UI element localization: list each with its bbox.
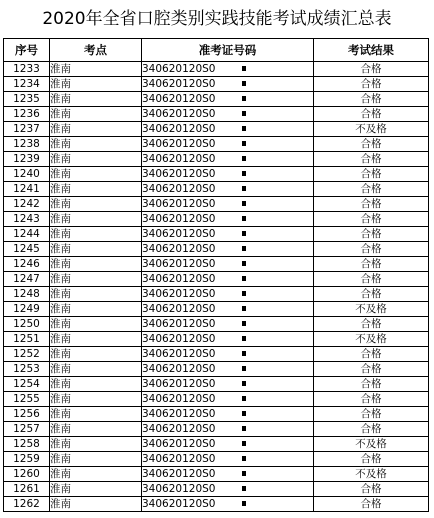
cell-site: 淮南: [50, 227, 142, 242]
header-cert: 准考证号码: [142, 39, 314, 62]
redaction-mark: [242, 381, 246, 386]
redaction-mark: [242, 486, 246, 491]
cell-site: 淮南: [50, 212, 142, 227]
cell-seq: 1236: [4, 107, 50, 122]
cell-cert: 340620120S0: [142, 107, 314, 122]
redaction-mark: [242, 156, 246, 161]
cell-result: 合格: [314, 287, 429, 302]
cell-result: 合格: [314, 362, 429, 377]
table-row: [4, 437, 429, 452]
cell-cert: 340620120S0: [142, 92, 314, 107]
cell-site: 淮南: [50, 92, 142, 107]
cell-site: 淮南: [50, 272, 142, 287]
cell-cert: 340620120S0: [142, 302, 314, 317]
cell-seq: 1251: [4, 332, 50, 347]
cell-result: 不及格: [314, 122, 429, 137]
cell-site: 淮南: [50, 257, 142, 272]
redaction-mark: [242, 456, 246, 461]
table-row: [4, 362, 429, 377]
table-row: [4, 167, 429, 182]
cell-result: 合格: [314, 182, 429, 197]
cell-seq: 1247: [4, 272, 50, 287]
cell-cert: 340620120S0: [142, 182, 314, 197]
cell-seq: 1246: [4, 257, 50, 272]
cell-site: 淮南: [50, 347, 142, 362]
cell-site: 淮南: [50, 332, 142, 347]
cell-result: 合格: [314, 497, 429, 512]
redaction-mark: [242, 336, 246, 341]
cell-seq: 1257: [4, 422, 50, 437]
cell-seq: 1252: [4, 347, 50, 362]
cell-seq: 1253: [4, 362, 50, 377]
cell-cert: 340620120S0: [142, 452, 314, 467]
cell-result: 合格: [314, 377, 429, 392]
table-row: [4, 107, 429, 122]
cell-cert: 340620120S0: [142, 422, 314, 437]
cell-result: 不及格: [314, 467, 429, 482]
cell-cert: 340620120S0: [142, 242, 314, 257]
redaction-mark: [242, 201, 246, 206]
table-row: [4, 302, 429, 317]
table-row: [4, 182, 429, 197]
header-seq: 序号: [4, 39, 50, 62]
cell-site: 淮南: [50, 482, 142, 497]
redaction-mark: [242, 321, 246, 326]
cell-seq: 1256: [4, 407, 50, 422]
redaction-mark: [242, 366, 246, 371]
cell-site: 淮南: [50, 497, 142, 512]
redaction-mark: [242, 66, 246, 71]
cell-seq: 1240: [4, 167, 50, 182]
cell-site: 淮南: [50, 152, 142, 167]
cell-result: 合格: [314, 212, 429, 227]
redaction-mark: [242, 471, 246, 476]
cell-seq: 1259: [4, 452, 50, 467]
cell-site: 淮南: [50, 467, 142, 482]
cell-cert: 340620120S0: [142, 347, 314, 362]
cell-result: 合格: [314, 272, 429, 287]
cell-cert: 340620120S0: [142, 152, 314, 167]
cell-site: 淮南: [50, 437, 142, 452]
redaction-mark: [242, 276, 246, 281]
table-row: [4, 242, 429, 257]
cell-result: 不及格: [314, 302, 429, 317]
table-row: [4, 317, 429, 332]
cell-seq: 1258: [4, 437, 50, 452]
cell-cert: 340620120S0: [142, 197, 314, 212]
table-row: [4, 452, 429, 467]
cell-seq: 1233: [4, 62, 50, 77]
cell-seq: 1261: [4, 482, 50, 497]
cell-cert: 340620120S0: [142, 437, 314, 452]
cell-site: 淮南: [50, 452, 142, 467]
table-row: [4, 152, 429, 167]
cell-site: 淮南: [50, 407, 142, 422]
table-row: [4, 257, 429, 272]
header-site: 考点: [50, 39, 142, 62]
table-row: [4, 467, 429, 482]
cell-cert: 340620120S0: [142, 332, 314, 347]
cell-seq: 1249: [4, 302, 50, 317]
redaction-mark: [242, 96, 246, 101]
table-row: [4, 77, 429, 92]
cell-seq: 1238: [4, 137, 50, 152]
cell-result: 合格: [314, 227, 429, 242]
cell-result: 不及格: [314, 437, 429, 452]
cell-cert: 340620120S0: [142, 467, 314, 482]
redaction-mark: [242, 351, 246, 356]
cell-seq: 1241: [4, 182, 50, 197]
table-row: [4, 122, 429, 137]
cell-result: 合格: [314, 392, 429, 407]
table-row: [4, 227, 429, 242]
cell-result: 合格: [314, 407, 429, 422]
redaction-mark: [242, 306, 246, 311]
redaction-mark: [242, 261, 246, 266]
cell-cert: 340620120S0: [142, 167, 314, 182]
page-title: 2020年全省口腔类别实践技能考试成绩汇总表: [42, 9, 392, 29]
cell-result: 不及格: [314, 332, 429, 347]
cell-result: 合格: [314, 62, 429, 77]
table-row: [4, 407, 429, 422]
redaction-mark: [242, 186, 246, 191]
cell-result: 合格: [314, 92, 429, 107]
cell-result: 合格: [314, 242, 429, 257]
cell-site: 淮南: [50, 167, 142, 182]
table-row: [4, 482, 429, 497]
cell-site: 淮南: [50, 362, 142, 377]
cell-site: 淮南: [50, 62, 142, 77]
cell-cert: 340620120S0: [142, 227, 314, 242]
cell-cert: 340620120S0: [142, 62, 314, 77]
cell-seq: 1234: [4, 77, 50, 92]
cell-result: 合格: [314, 317, 429, 332]
redaction-mark: [242, 171, 246, 176]
cell-seq: 1250: [4, 317, 50, 332]
table-row: [4, 287, 429, 302]
cell-seq: 1262: [4, 497, 50, 512]
table-row: [4, 497, 429, 512]
cell-cert: 340620120S0: [142, 257, 314, 272]
cell-cert: 340620120S0: [142, 392, 314, 407]
cell-site: 淮南: [50, 302, 142, 317]
table-row: [4, 422, 429, 437]
table-body: [4, 62, 429, 512]
redaction-mark: [242, 81, 246, 86]
cell-cert: 340620120S0: [142, 272, 314, 287]
table-row: [4, 62, 429, 77]
cell-result: 合格: [314, 257, 429, 272]
redaction-mark: [242, 126, 246, 131]
cell-site: 淮南: [50, 242, 142, 257]
results-table: [3, 38, 429, 512]
cell-cert: 340620120S0: [142, 122, 314, 137]
cell-site: 淮南: [50, 197, 142, 212]
cell-result: 合格: [314, 452, 429, 467]
table-row: [4, 392, 429, 407]
cell-cert: 340620120S0: [142, 377, 314, 392]
cell-site: 淮南: [50, 107, 142, 122]
cell-site: 淮南: [50, 137, 142, 152]
table-row: [4, 137, 429, 152]
cell-seq: 1244: [4, 227, 50, 242]
cell-cert: 340620120S0: [142, 317, 314, 332]
cell-seq: 1254: [4, 377, 50, 392]
cell-seq: 1248: [4, 287, 50, 302]
cell-site: 淮南: [50, 77, 142, 92]
cell-site: 淮南: [50, 392, 142, 407]
redaction-mark: [242, 141, 246, 146]
cell-seq: 1245: [4, 242, 50, 257]
cell-result: 合格: [314, 422, 429, 437]
cell-cert: 340620120S0: [142, 287, 314, 302]
table-row: [4, 197, 429, 212]
table-row: [4, 92, 429, 107]
table-row: [4, 332, 429, 347]
redaction-mark: [242, 216, 246, 221]
cell-site: 淮南: [50, 287, 142, 302]
cell-result: 合格: [314, 167, 429, 182]
redaction-mark: [242, 246, 246, 251]
cell-result: 合格: [314, 482, 429, 497]
cell-seq: 1237: [4, 122, 50, 137]
redaction-mark: [242, 111, 246, 116]
redaction-mark: [242, 291, 246, 296]
header-result: 考试结果: [314, 39, 429, 62]
table-header-row: [4, 39, 429, 62]
cell-seq: 1260: [4, 467, 50, 482]
cell-seq: 1255: [4, 392, 50, 407]
cell-seq: 1243: [4, 212, 50, 227]
redaction-mark: [242, 426, 246, 431]
cell-result: 合格: [314, 107, 429, 122]
cell-result: 合格: [314, 347, 429, 362]
table-row: [4, 272, 429, 287]
redaction-mark: [242, 411, 246, 416]
cell-result: 合格: [314, 152, 429, 167]
cell-seq: 1235: [4, 92, 50, 107]
cell-site: 淮南: [50, 317, 142, 332]
cell-site: 淮南: [50, 377, 142, 392]
table-row: [4, 212, 429, 227]
cell-site: 淮南: [50, 422, 142, 437]
cell-cert: 340620120S0: [142, 362, 314, 377]
cell-cert: 340620120S0: [142, 407, 314, 422]
table-row: [4, 347, 429, 362]
cell-seq: 1242: [4, 197, 50, 212]
cell-cert: 340620120S0: [142, 497, 314, 512]
redaction-mark: [242, 441, 246, 446]
cell-cert: 340620120S0: [142, 137, 314, 152]
cell-result: 合格: [314, 197, 429, 212]
cell-cert: 340620120S0: [142, 77, 314, 92]
cell-cert: 340620120S0: [142, 212, 314, 227]
redaction-mark: [242, 231, 246, 236]
cell-result: 合格: [314, 137, 429, 152]
redaction-mark: [242, 396, 246, 401]
cell-result: 合格: [314, 77, 429, 92]
cell-seq: 1239: [4, 152, 50, 167]
table-row: [4, 377, 429, 392]
cell-cert: 340620120S0: [142, 482, 314, 497]
cell-site: 淮南: [50, 122, 142, 137]
cell-site: 淮南: [50, 182, 142, 197]
redaction-mark: [242, 501, 246, 506]
